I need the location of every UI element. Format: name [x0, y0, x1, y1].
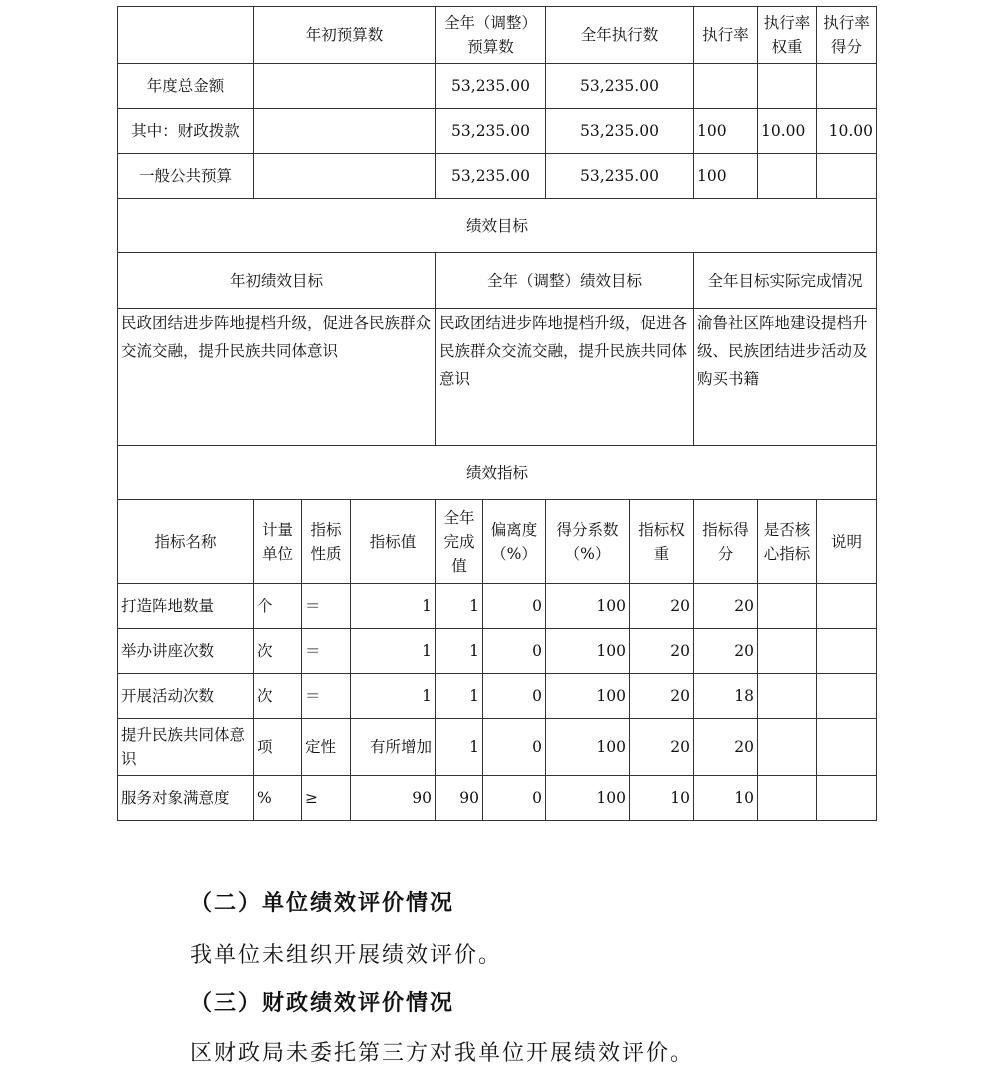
- actual-goal-header: 全年目标实际完成情况: [694, 253, 877, 309]
- goals-content-row: [118, 309, 877, 446]
- indicator-note: [817, 629, 877, 674]
- indicator-core-header: 是否核心指标: [758, 500, 817, 584]
- indicator-coef: 100: [546, 719, 630, 776]
- indicator-actual: 1: [436, 584, 483, 629]
- indicator-nature: ≥: [302, 776, 351, 821]
- goals-title-row: [118, 199, 877, 253]
- indicator-core: [758, 776, 817, 821]
- performance-table: [117, 6, 877, 821]
- indicator-actual-header: 全年完成值: [436, 500, 483, 584]
- indicator-deviation: 0: [483, 719, 546, 776]
- indicator-score-header: 指标得分: [694, 500, 758, 584]
- budget-header-row: [118, 7, 877, 64]
- indicator-deviation: 0: [483, 584, 546, 629]
- indicator-coef: 100: [546, 629, 630, 674]
- budget-executed: 53,235.00: [546, 154, 694, 199]
- indicator-coef: 100: [546, 776, 630, 821]
- indicator-coef: 100: [546, 674, 630, 719]
- indicators-title-row: [118, 446, 877, 500]
- indicator-unit: 次: [254, 629, 302, 674]
- budget-initial: [254, 154, 436, 199]
- budget-corner-cell: [118, 7, 254, 64]
- adjusted-budget-header: 全年（调整）预算数: [436, 7, 546, 64]
- budget-row-label: 其中：财政拨款: [118, 109, 254, 154]
- indicator-weight: 20: [630, 719, 694, 776]
- goals-section-title: 绩效目标: [118, 199, 877, 253]
- table-row: [118, 719, 877, 776]
- indicator-target: 1: [351, 674, 436, 719]
- indicator-actual: 1: [436, 629, 483, 674]
- rate-score-header: 执行率得分: [817, 7, 877, 64]
- indicator-note: [817, 674, 877, 719]
- budget-adjusted: 53,235.00: [436, 64, 546, 109]
- actual-goal-text: 渝鲁社区阵地建设提档升级、民族团结进步活动及购买书籍: [694, 309, 877, 446]
- indicator-score: 18: [694, 674, 758, 719]
- adjusted-goal-text: 民政团结进步阵地提档升级，促进各民族群众交流交融，提升民族共同体意识: [436, 309, 694, 446]
- indicator-deviation-header: 偏离度（%）: [483, 500, 546, 584]
- budget-row-label: 年度总金额: [118, 64, 254, 109]
- indicators-section-title: 绩效指标: [118, 446, 877, 500]
- indicator-note: [817, 719, 877, 776]
- table-row: [118, 64, 877, 109]
- table-row: [118, 109, 877, 154]
- table-row: [118, 674, 877, 719]
- indicator-target: 1: [351, 584, 436, 629]
- budget-adjusted: 53,235.00: [436, 154, 546, 199]
- indicator-note-header: 说明: [817, 500, 877, 584]
- indicator-name: 服务对象满意度: [118, 776, 254, 821]
- initial-goal-text: 民政团结进步阵地提档升级，促进各民族群众交流交融，提升民族共同体意识: [118, 309, 436, 446]
- budget-weight: 10.00: [758, 109, 817, 154]
- budget-executed: 53,235.00: [546, 64, 694, 109]
- indicator-unit: 次: [254, 674, 302, 719]
- unit-evaluation-heading: （二）单位绩效评价情况: [190, 890, 455, 916]
- unit-evaluation-body: 我单位未组织开展绩效评价。: [190, 943, 503, 968]
- adjusted-goal-header: 全年（调整）绩效目标: [436, 253, 694, 309]
- indicator-weight-header: 指标权重: [630, 500, 694, 584]
- goals-header-row: [118, 253, 877, 309]
- initial-budget-header: 年初预算数: [254, 7, 436, 64]
- indicator-name: 打造阵地数量: [118, 584, 254, 629]
- finance-evaluation-body: 区财政局未委托第三方对我单位开展绩效评价。: [190, 1041, 695, 1066]
- indicator-deviation: 0: [483, 776, 546, 821]
- table-row: [118, 776, 877, 821]
- indicator-target-header: 指标值: [351, 500, 436, 584]
- budget-score: [817, 154, 877, 199]
- budget-adjusted: 53,235.00: [436, 109, 546, 154]
- indicator-deviation: 0: [483, 629, 546, 674]
- rate-weight-header: 执行率权重: [758, 7, 817, 64]
- budget-executed: 53,235.00: [546, 109, 694, 154]
- budget-weight: [758, 154, 817, 199]
- indicator-core: [758, 584, 817, 629]
- indicator-unit: %: [254, 776, 302, 821]
- indicator-score: 20: [694, 584, 758, 629]
- indicator-unit: 项: [254, 719, 302, 776]
- finance-evaluation-heading: （三）财政绩效评价情况: [190, 990, 455, 1016]
- indicator-score: 20: [694, 629, 758, 674]
- indicator-name: 提升民族共同体意识: [118, 719, 254, 776]
- budget-rate: 100: [694, 154, 758, 199]
- table-row: [118, 629, 877, 674]
- executed-header: 全年执行数: [546, 7, 694, 64]
- indicator-core: [758, 674, 817, 719]
- indicator-nature: ＝: [302, 629, 351, 674]
- indicator-core: [758, 629, 817, 674]
- indicator-weight: 20: [630, 674, 694, 719]
- initial-goal-header: 年初绩效目标: [118, 253, 436, 309]
- indicator-weight: 20: [630, 584, 694, 629]
- indicator-actual: 90: [436, 776, 483, 821]
- budget-rate: [694, 64, 758, 109]
- indicator-note: [817, 584, 877, 629]
- indicator-unit-header: 计量单位: [254, 500, 302, 584]
- budget-score: 10.00: [817, 109, 877, 154]
- indicator-coef: 100: [546, 584, 630, 629]
- indicators-header-row: [118, 500, 877, 584]
- indicator-note: [817, 776, 877, 821]
- budget-row-label: 一般公共预算: [118, 154, 254, 199]
- indicator-coef-header: 得分系数（%）: [546, 500, 630, 584]
- indicator-name-header: 指标名称: [118, 500, 254, 584]
- table-row: [118, 154, 877, 199]
- indicator-name: 举办讲座次数: [118, 629, 254, 674]
- indicator-target: 1: [351, 629, 436, 674]
- indicator-target: 有所增加: [351, 719, 436, 776]
- indicator-deviation: 0: [483, 674, 546, 719]
- budget-rate: 100: [694, 109, 758, 154]
- indicator-nature: ＝: [302, 584, 351, 629]
- indicator-weight: 10: [630, 776, 694, 821]
- budget-initial: [254, 64, 436, 109]
- budget-initial: [254, 109, 436, 154]
- indicator-nature-header: 指标性质: [302, 500, 351, 584]
- exec-rate-header: 执行率: [694, 7, 758, 64]
- indicator-actual: 1: [436, 674, 483, 719]
- indicator-weight: 20: [630, 629, 694, 674]
- table-row: [118, 584, 877, 629]
- indicator-nature: 定性: [302, 719, 351, 776]
- indicator-score: 10: [694, 776, 758, 821]
- indicator-score: 20: [694, 719, 758, 776]
- indicator-unit: 个: [254, 584, 302, 629]
- budget-weight: [758, 64, 817, 109]
- indicator-actual: 1: [436, 719, 483, 776]
- indicator-core: [758, 719, 817, 776]
- indicator-name: 开展活动次数: [118, 674, 254, 719]
- indicator-target: 90: [351, 776, 436, 821]
- budget-score: [817, 64, 877, 109]
- indicator-nature: ＝: [302, 674, 351, 719]
